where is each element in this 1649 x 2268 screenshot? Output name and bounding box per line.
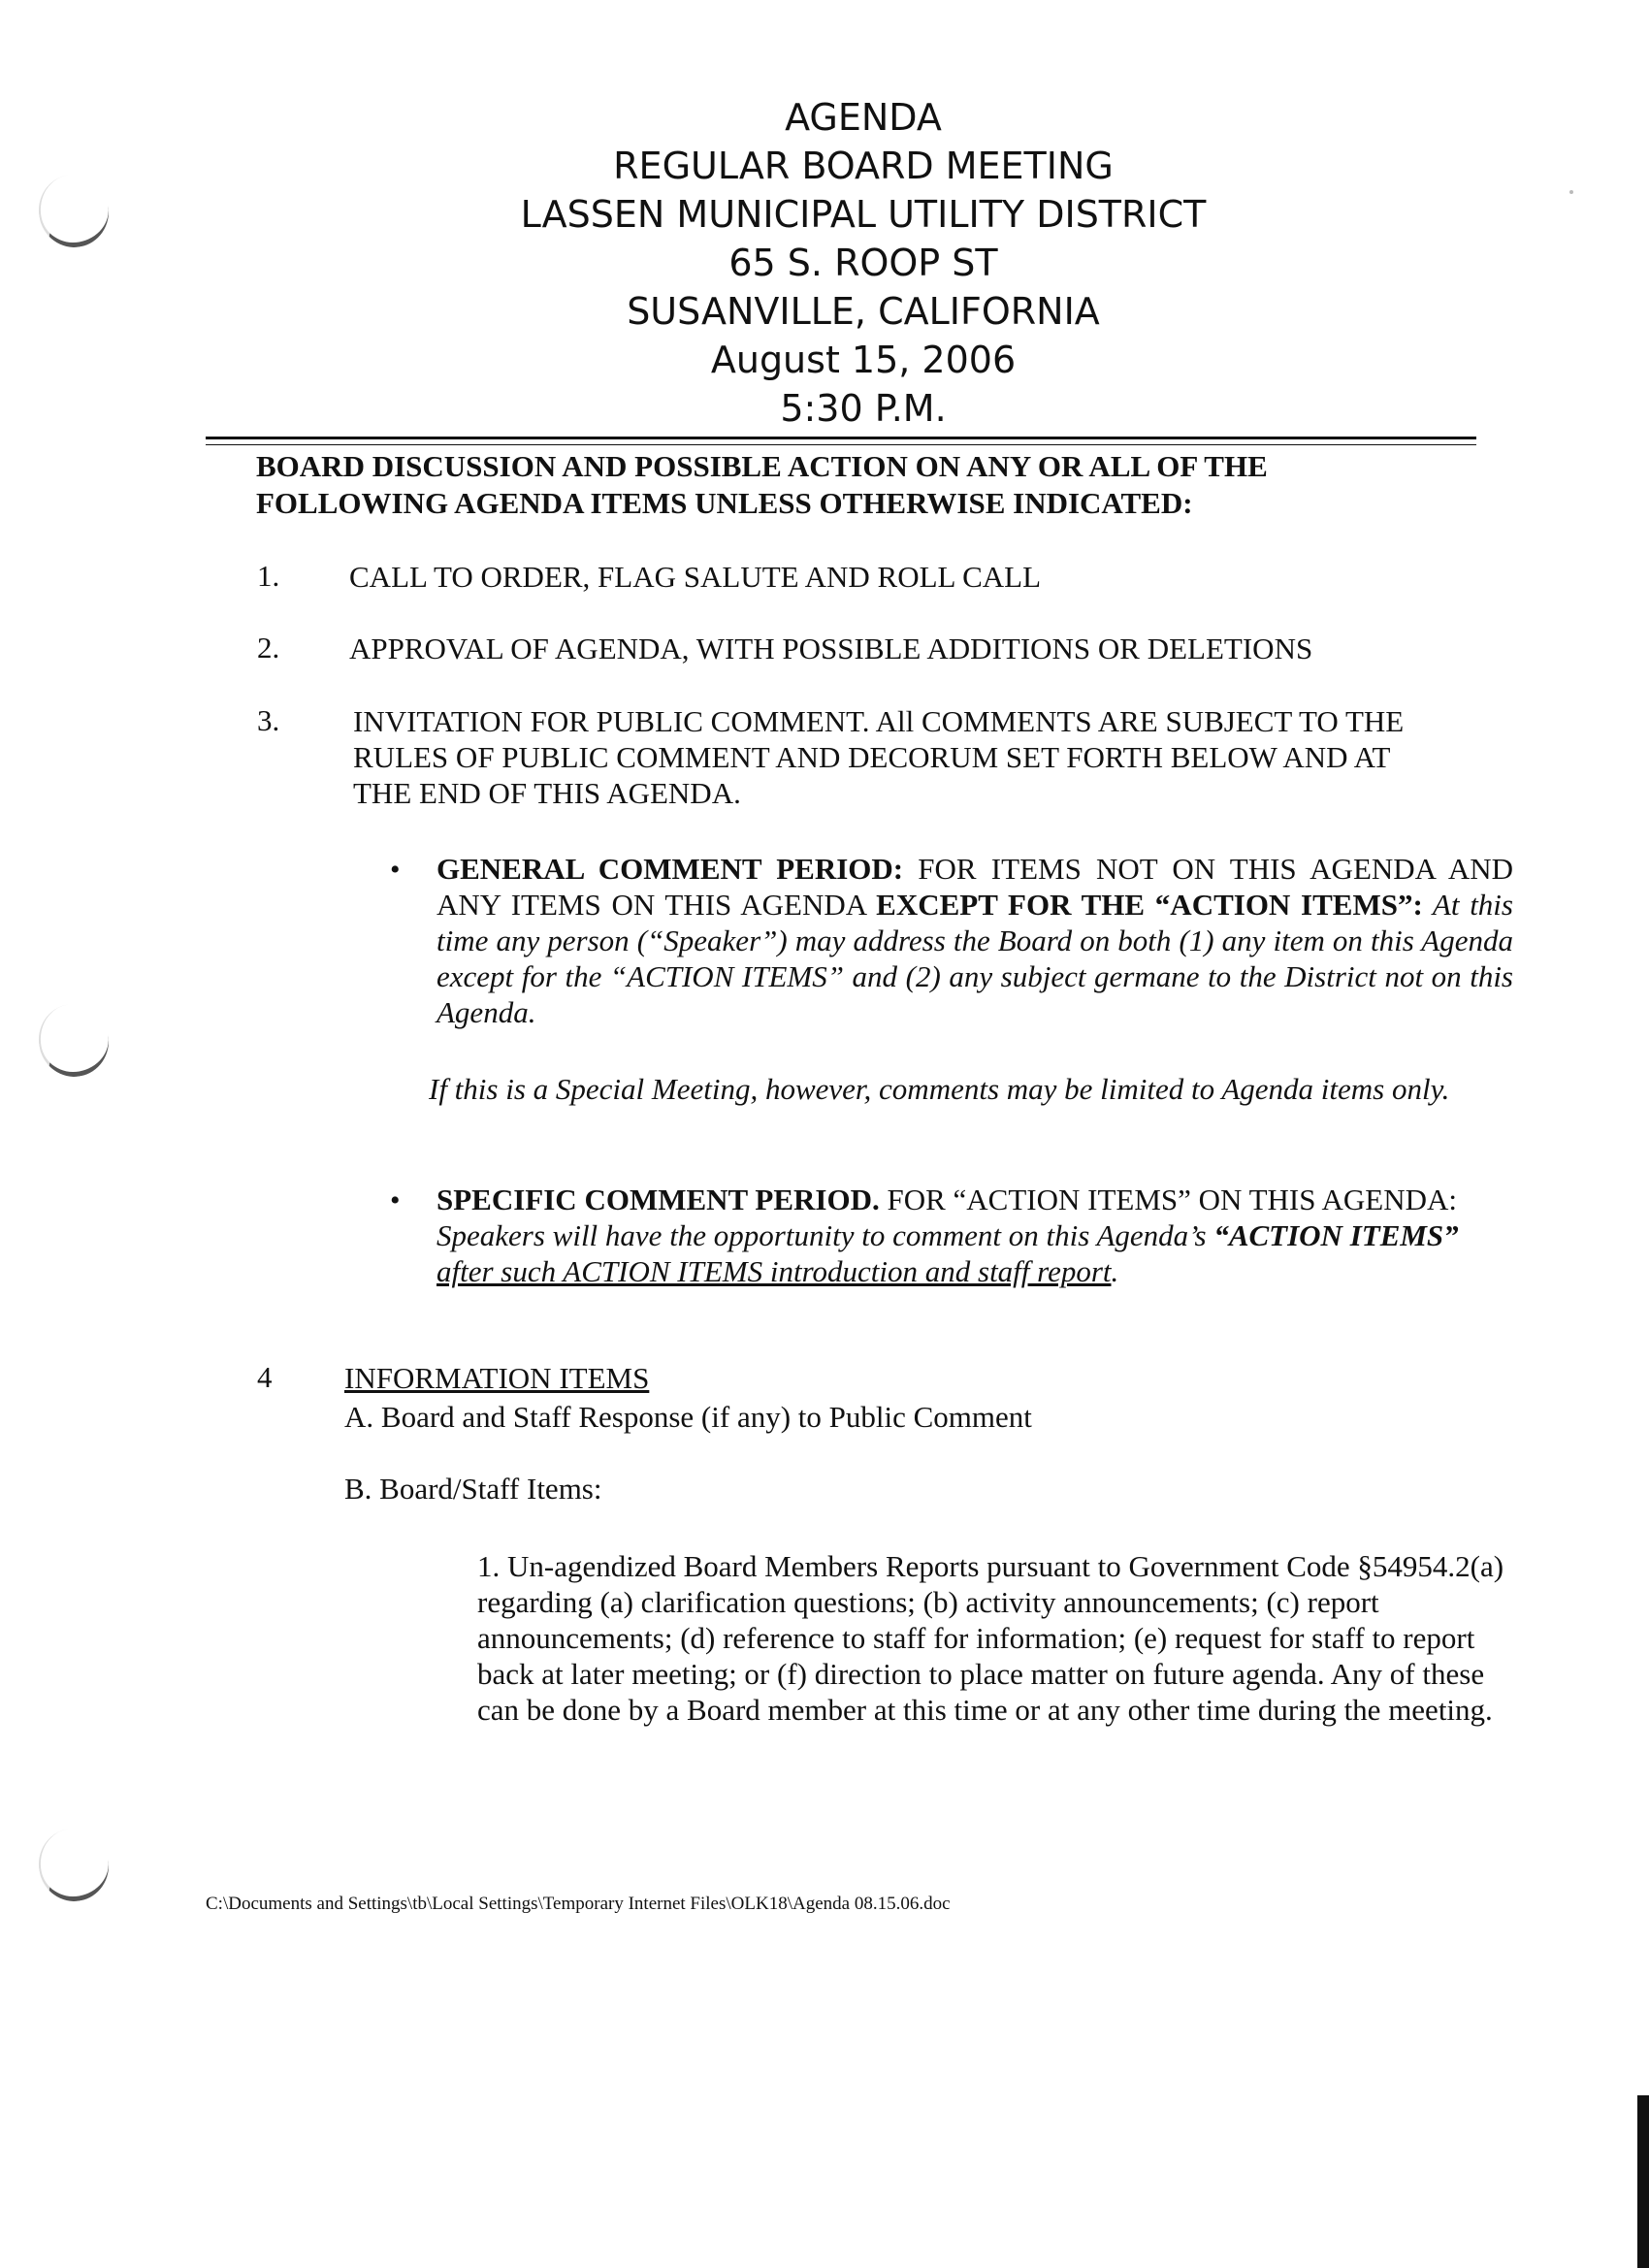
bullet: • xyxy=(390,854,401,886)
specific-comment-action-items: “ACTION ITEMS” xyxy=(1213,1218,1459,1252)
information-items-title: INFORMATION ITEMS xyxy=(344,1361,650,1395)
item-number: 3. xyxy=(257,703,280,737)
general-comment-heading: GENERAL COMMENT PERIOD: xyxy=(436,852,904,886)
specific-comment-period xyxy=(436,1182,1494,1289)
information-item-b: B. Board/Staff Items: xyxy=(344,1472,602,1506)
header-title: AGENDA xyxy=(785,96,942,139)
specific-comment-text: FOR “ACTION ITEMS” ON THIS AGENDA: xyxy=(879,1183,1458,1216)
binder-hole-mark xyxy=(33,998,114,1082)
general-comment-exception: EXCEPT FOR THE “ACTION ITEMS”: xyxy=(876,888,1423,922)
header-divider-thin xyxy=(206,444,1476,445)
general-comment-italic: At this time any person (“Speaker”) may address the Board on both (1) any item on this Agenda except for the “ACTION ITEMS” and (2) any subject germane to the District not on this Agenda. xyxy=(436,888,1513,1029)
item-number: 4 xyxy=(257,1360,273,1394)
binder-hole-mark xyxy=(33,169,114,252)
general-comment-period xyxy=(436,851,1513,1030)
item-number: 2. xyxy=(257,631,280,664)
specific-comment-underlined: after such ACTION ITEMS introduction and staff report xyxy=(436,1254,1112,1288)
agenda-header xyxy=(291,93,1436,433)
file-path-footer: C:\Documents and Settings\tb\Local Settings\Temporary Internet Files\OLK18\Agenda 08.15.06.doc xyxy=(206,1894,951,1914)
specific-comment-italic: Speakers will have the opportunity to comment on this Agenda’s xyxy=(436,1218,1214,1252)
header-address: 65 S. ROOP ST xyxy=(728,242,998,284)
special-meeting-note: If this is a Special Meeting, however, comments may be limited to Agenda items only. xyxy=(429,1072,1450,1106)
information-item-b1: 1. Un-agendized Board Members Reports pursuant to Government Code §54954.2(a) regarding (a) clarification questions; (b) activity announcements; (c) report announcements; (d) reference to staff for information; (e) request for staff to report back at later meeting; or (f) direction to place matter on future agenda. Any of these can be done by a Board member at this time or at any other time during the meeting. xyxy=(477,1549,1504,1727)
agenda-item-text: INVITATION FOR PUBLIC COMMENT. All COMMENTS ARE SUBJECT TO THE RULES OF PUBLIC COMMENT AND DECORUM SET FORTH BELOW AND AT THE END OF THIS AGENDA. xyxy=(353,704,1405,810)
specific-comment-end: . xyxy=(1111,1254,1119,1288)
general-comment-text: FOR ITEMS NOT ON THIS AGENDA AND ANY ITEMS ON THIS AGENDA xyxy=(436,852,1513,922)
agenda-item-text: APPROVAL OF AGENDA, WITH POSSIBLE ADDITIONS OR DELETIONS xyxy=(349,632,1313,665)
information-item-a: A. Board and Staff Response (if any) to Public Comment xyxy=(344,1400,1032,1434)
agenda-item-text: CALL TO ORDER, FLAG SALUTE AND ROLL CALL xyxy=(349,560,1041,594)
intro-statement: BOARD DISCUSSION AND POSSIBLE ACTION ON ANY OR ALL OF THE FOLLOWING AGENDA ITEMS UNLESS OTHERWISE INDICATED: xyxy=(256,449,1268,520)
header-date: August 15, 2006 xyxy=(710,339,1017,381)
header-divider xyxy=(206,437,1476,439)
specific-comment-heading: SPECIFIC COMMENT PERIOD. xyxy=(436,1183,880,1216)
header-city: SUSANVILLE, CALIFORNIA xyxy=(627,290,1100,333)
binder-hole-mark xyxy=(33,1823,114,1906)
item-number: 1. xyxy=(257,559,280,593)
header-meeting-type: REGULAR BOARD MEETING xyxy=(613,145,1114,187)
header-organization: LASSEN MUNICIPAL UTILITY DISTRICT xyxy=(520,193,1207,236)
bullet: • xyxy=(390,1184,401,1216)
header-time: 5:30 P.M. xyxy=(780,387,947,430)
scan-edge-mark xyxy=(1637,2095,1649,2268)
scan-speck xyxy=(1569,190,1573,194)
